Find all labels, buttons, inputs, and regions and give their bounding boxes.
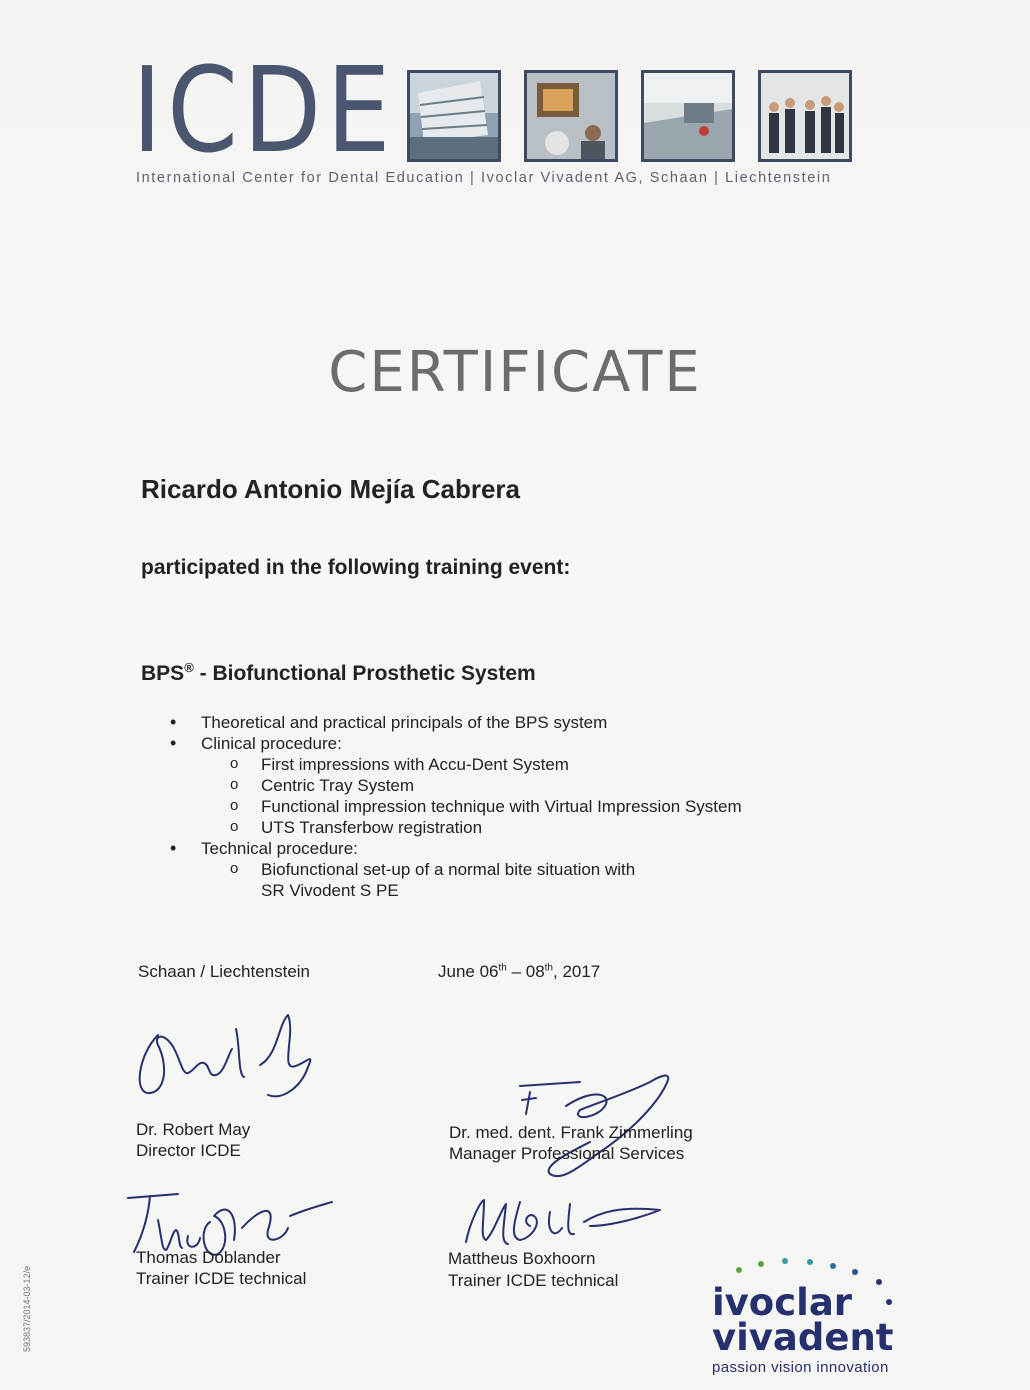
brand-line-ivoclar: ivoclar — [712, 1281, 853, 1324]
list-item: • Theoretical and practical principals of the BPS system — [168, 712, 742, 733]
ivoclar-vivadent-logo — [712, 1281, 922, 1376]
signatory-role: Trainer ICDE technical — [448, 1271, 619, 1290]
header-tagline: International Center for Dental Education | Ivoclar Vivadent AG, Schaan | Liechtenstein — [136, 170, 832, 186]
brand-line-vivadent: vivadent — [712, 1316, 894, 1359]
signatory-role: Manager Professional Services — [449, 1144, 685, 1163]
list-item: SR Vivodent S PE — [261, 881, 399, 900]
list-item: • Clinical procedure: — [168, 733, 742, 754]
event-date: June 06th – 08th, 2017 — [438, 962, 601, 981]
certificate-title: CERTIFICATE — [328, 340, 702, 405]
intro-text: participated in the following training event: — [141, 556, 571, 579]
signature-robert-may — [128, 1005, 328, 1110]
course-content-list — [168, 712, 742, 901]
list-item: o UTS Transferbow registration — [168, 817, 742, 838]
list-item: o Biofunctional set-up of a normal bite situation with — [168, 859, 742, 880]
brand-tagline: passion vision innovation — [712, 1359, 889, 1376]
list-item: o Functional impression technique with Virtual Impression System — [168, 796, 742, 817]
building-photo — [407, 70, 501, 162]
signatory-role: Director ICDE — [136, 1141, 241, 1160]
team-photo — [758, 70, 852, 162]
signatory-name: Thomas Doblander — [136, 1248, 281, 1267]
signatory-name: Dr. Robert May — [136, 1120, 251, 1139]
signatory-role: Trainer ICDE technical — [136, 1269, 307, 1288]
recipient-name: Ricardo Antonio Mejía Cabrera — [141, 474, 520, 504]
list-item: o First impressions with Accu-Dent System — [168, 754, 742, 775]
laboratory-photo — [641, 70, 735, 162]
document-code: 593837/2014-03-12/e — [22, 1265, 32, 1352]
signatory-name: Dr. med. dent. Frank Zimmerling — [449, 1123, 693, 1142]
event-location: Schaan / Liechtenstein — [138, 962, 311, 981]
signatory-name: Mattheus Boxhoorn — [448, 1249, 596, 1268]
course-title: BPS® - Biofunctional Prosthetic System — [141, 660, 536, 685]
list-item: • Technical procedure: — [168, 838, 742, 859]
lecture-photo — [524, 70, 618, 162]
list-item: o Centric Tray System — [168, 775, 742, 796]
icde-logo: ICDE — [132, 41, 396, 179]
